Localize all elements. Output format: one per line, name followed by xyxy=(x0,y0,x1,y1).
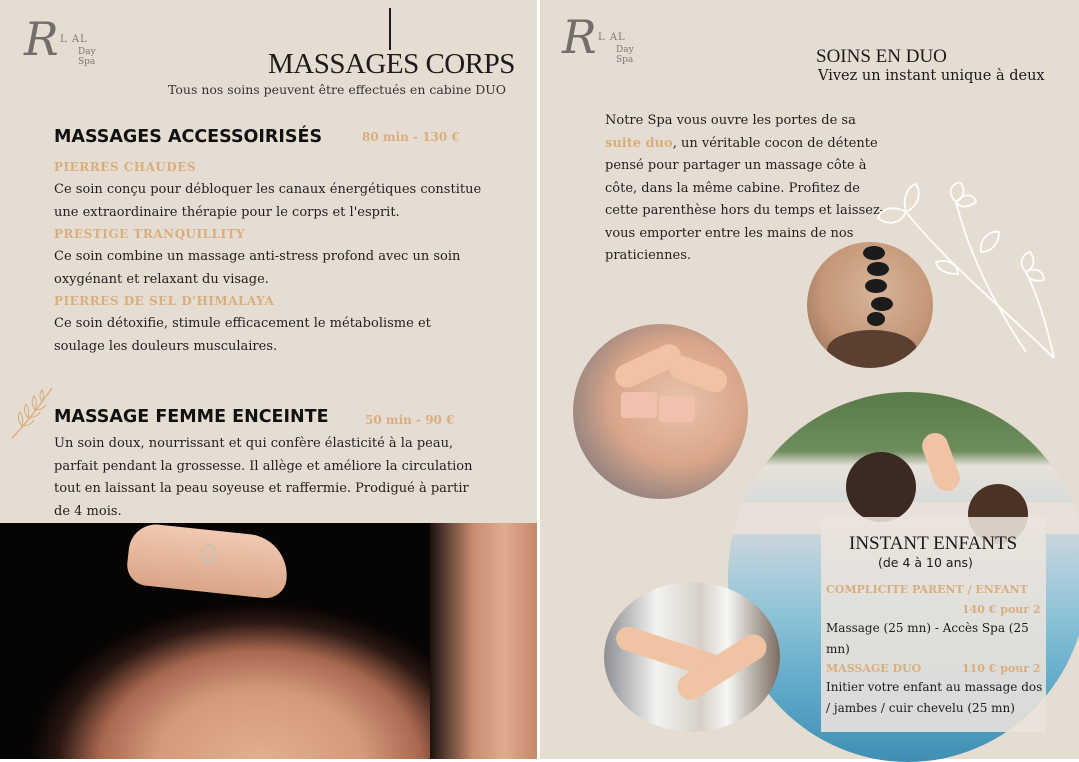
page-title: MASSAGES CORPS xyxy=(268,48,515,80)
section-price: 50 min - 90 € xyxy=(365,413,455,427)
offer-price: 110 € pour 2 xyxy=(962,662,1041,675)
duo-intro: Notre Spa vous ouvre les portes de sa suite duo, un véritable cocon de détente pensé pour partager un massage côte à côte, dans la même cabine. Profitez de cette parenthèse hors du temps et laissez-vous emporter entre les mains de nos praticiennes. xyxy=(605,113,885,263)
offer-title: MASSAGE DUO xyxy=(826,662,922,675)
highlight-suite-duo: suite duo xyxy=(605,135,673,151)
duo-subtitle: Vivez un instant unique à deux xyxy=(818,68,1045,84)
hot-stones-photo xyxy=(807,242,933,368)
section-price: 80 min - 130 € xyxy=(362,130,460,144)
left-page xyxy=(0,0,537,759)
item-title: PIERRES DE SEL D'HIMALAYA xyxy=(54,294,275,308)
item-title: PIERRES CHAUDES xyxy=(54,160,197,174)
offer-price: 140 € pour 2 xyxy=(962,603,1041,616)
title-divider xyxy=(389,8,391,50)
spa-logo: R L AL Day Spa xyxy=(562,10,634,65)
hand-massage-photo xyxy=(604,582,780,732)
enfants-title: INSTANT ENFANTS xyxy=(849,533,1018,554)
spa-logo: R L AL Day Spa xyxy=(24,12,96,67)
item-description: Ce soin détoxifie, stimule efficacement le métabolisme et soulage les douleurs musculaires. xyxy=(54,316,431,354)
section-title: MASSAGES ACCESSOIRISÉS xyxy=(54,127,323,147)
leaf-icon xyxy=(8,384,56,442)
salt-stones-photo xyxy=(573,324,748,499)
item-title: PRESTIGE TRANQUILLITY xyxy=(54,227,246,241)
ring-icon xyxy=(202,544,216,564)
item-description: Ce soin combine un massage anti-stress profond avec un soin oxygénant et relaxant du visage. xyxy=(54,249,461,287)
item-description: Ce soin conçu pour débloquer les canaux énergétiques constitue une extraordinaire thérapie pour le corps et l'esprit. xyxy=(54,182,482,220)
item-description: Un soin doux, nourrissant et qui confère élasticité à la peau, parfait pendant la grossesse. Il allège et améliore la circulation tout en laissant la peau soyeuse et raffermie. Prodigué à partir de 4 mois. xyxy=(54,436,473,519)
duo-title: SOINS EN DUO xyxy=(816,46,947,67)
offer-title: COMPLICITE PARENT / ENFANT xyxy=(826,583,1028,596)
section-title: MASSAGE FEMME ENCEINTE xyxy=(54,407,329,427)
enfants-subtitle: (de 4 à 10 ans) xyxy=(878,555,973,570)
offer-description: Initier votre enfant au massage dos / jambes / cuir chevelu (25 mn) xyxy=(826,680,1043,715)
photo-arm xyxy=(430,523,537,759)
offer-description: Massage (25 mn) - Accès Spa (25 mn) xyxy=(826,621,1029,656)
page-subtitle: Tous nos soins peuvent être effectués en cabine DUO xyxy=(168,82,507,97)
